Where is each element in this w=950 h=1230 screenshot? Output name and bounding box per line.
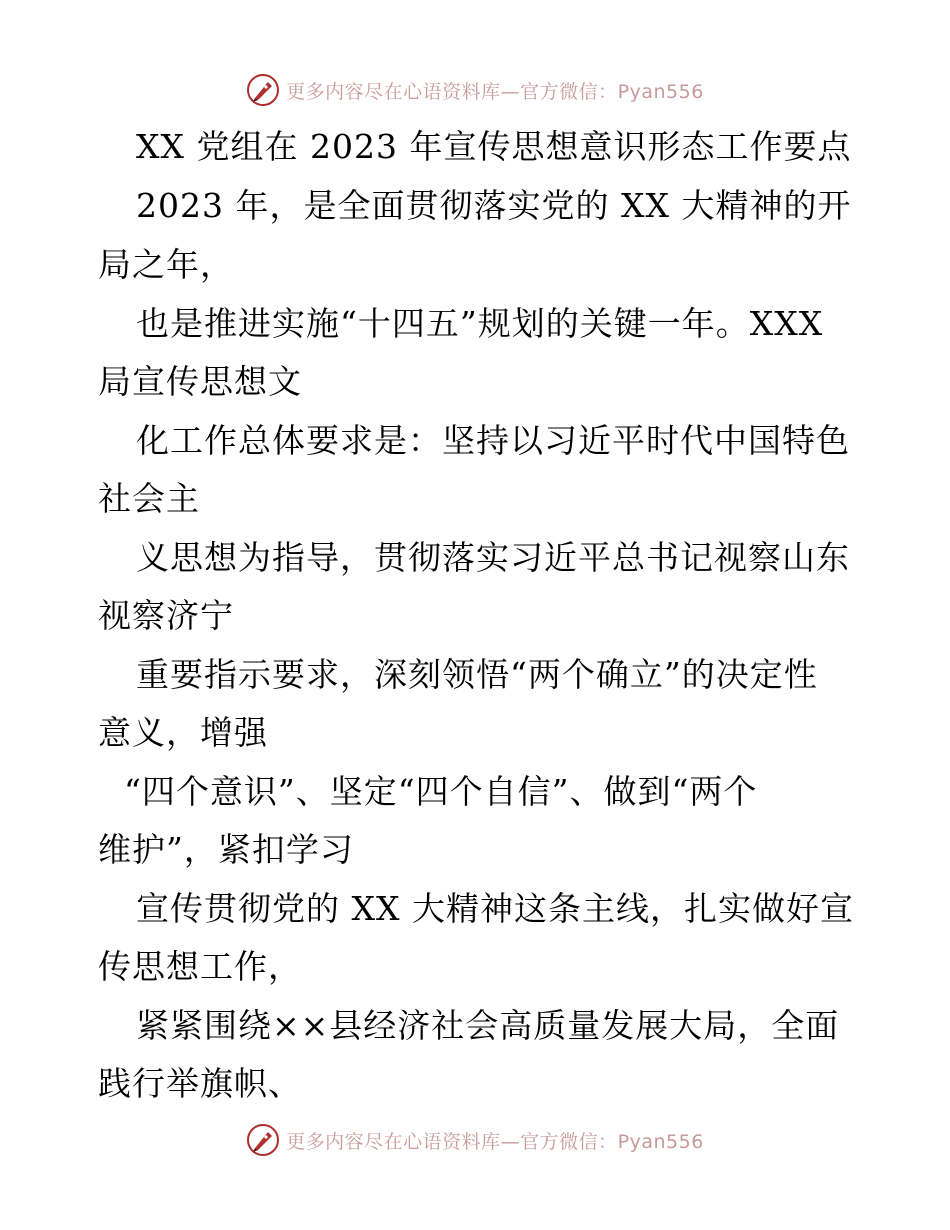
watermark-text: 更多内容尽在心语资料库—官方微信：Pyan556 bbox=[286, 1130, 704, 1153]
doc-line-16: 践行举旗帜、 bbox=[98, 1064, 302, 1103]
doc-line-14: 传思想工作， bbox=[98, 947, 302, 986]
doc-title: XX 党组在 2023 年宣传思想意识形态工作要点 bbox=[136, 127, 852, 166]
doc-line-7: 义思想为指导，贯彻落实习近平总书记视察山东 bbox=[136, 538, 850, 577]
pen-nib-logo-icon bbox=[246, 1123, 280, 1157]
doc-line-5: 化工作总体要求是：坚持以习近平时代中国特色 bbox=[136, 421, 850, 460]
doc-line-8: 视察济宁 bbox=[98, 596, 234, 635]
header-watermark bbox=[0, 70, 950, 110]
doc-line-13: 宣传贯彻党的 XX 大精神这条主线，扎实做好宣 bbox=[136, 889, 854, 928]
doc-line-11: “四个意识”、坚定“四个自信”、做到“两个 bbox=[124, 772, 758, 811]
doc-line-1: 2023 年，是全面贯彻落实党的 XX 大精神的开 bbox=[136, 186, 852, 225]
doc-line-15: 紧紧围绕××县经济社会高质量发展大局，全面 bbox=[136, 1006, 840, 1045]
doc-line-2: 局之年， bbox=[98, 245, 234, 284]
doc-line-4: 局宣传思想文 bbox=[98, 362, 302, 401]
doc-line-9: 重要指示要求，深刻领悟“两个确立”的决定性 bbox=[136, 655, 818, 694]
watermark-text: 更多内容尽在心语资料库—官方微信：Pyan556 bbox=[286, 80, 704, 103]
doc-line-12: 维护”，紧扣学习 bbox=[98, 830, 354, 869]
doc-line-3: 也是推进实施“十四五”规划的关键一年。XXX bbox=[136, 304, 824, 343]
pen-nib-logo-icon bbox=[246, 73, 280, 107]
footer-watermark bbox=[0, 1120, 950, 1160]
doc-line-10: 意义，增强 bbox=[98, 713, 268, 752]
doc-line-6: 社会主 bbox=[98, 479, 200, 518]
